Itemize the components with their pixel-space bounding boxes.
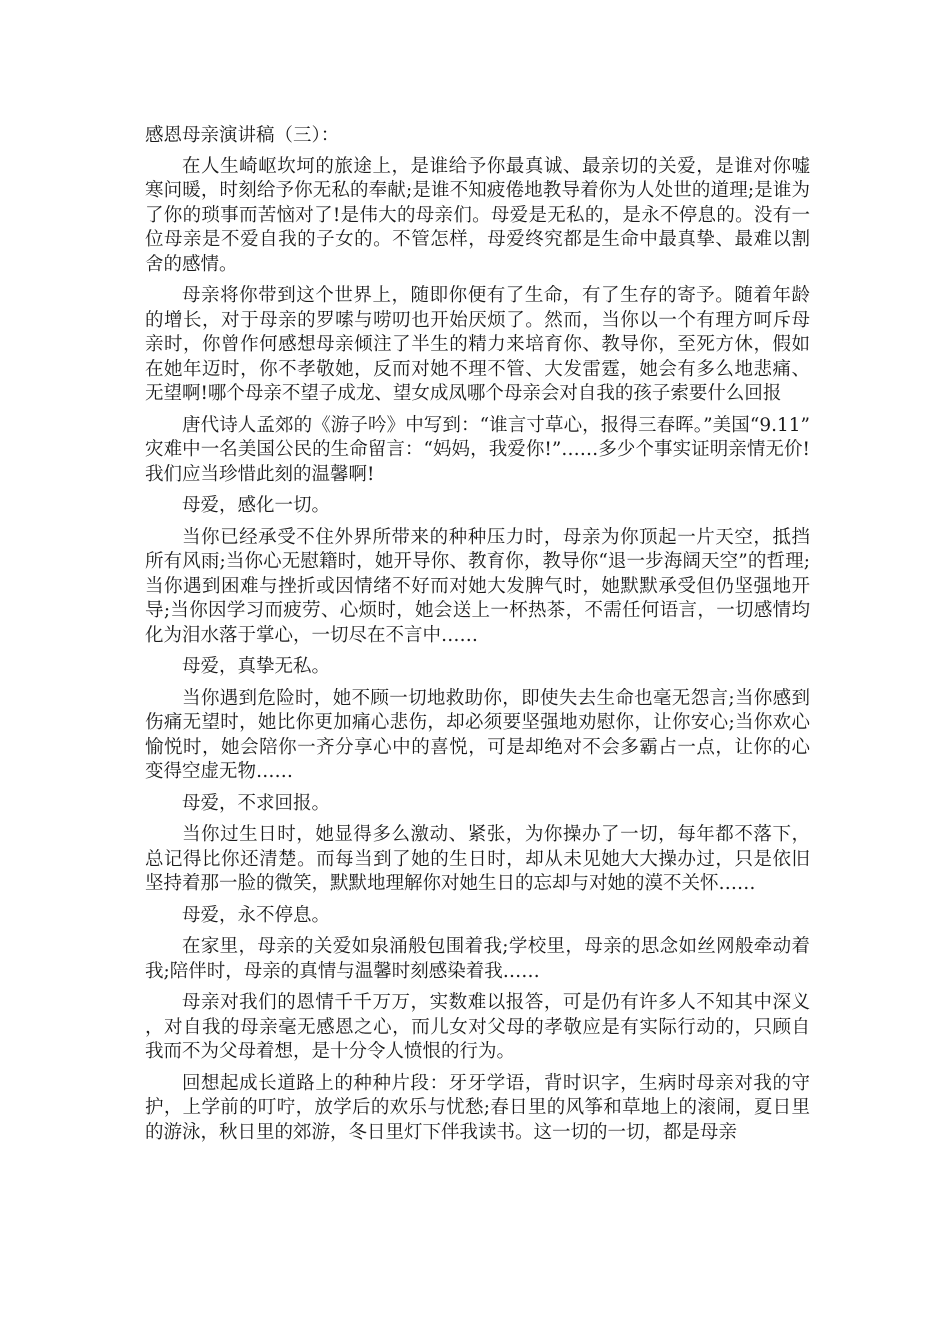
paragraph: 在家里，母亲的关爱如泉涌般包围着我;学校里，母亲的思念如丝网般牵动着我;陪伴时，母亲的真情与温馨时刻感染着我…… <box>145 936 810 982</box>
paragraph: 当你已经承受不住外界所带来的种种压力时，母亲为你顶起一片天空，抵挡所有风雨;当你心无慰籍时，她开导你、教育你，教导你“退一步海阔天空”的哲理;当你遇到困难与挫折或因情绪不好而对她大发脾气时，她默默承受但仍坚强地开导;当你因学习而疲劳、心烦时，她会送上一杯热茶，不需任何语言，一切感情均化为泪水落于掌心，一切尽在不言中…… <box>145 526 810 646</box>
paragraph: 当你过生日时，她显得多么激动、紧张，为你操办了一切，每年都不落下，总记得比你还清楚。而每当到了她的生日时，却从未见她大大操办过，只是依旧坚持着那一脸的微笑，默默地理解你对她生日的忘却与对她的漠不关怀…… <box>145 824 810 894</box>
paragraph: 回想起成长道路上的种种片段：牙牙学语，背时识字，生病时母亲对我的守护，上学前的叮咛，放学后的欢乐与忧愁;春日里的风筝和草地上的滚闹，夏日里的游泳，秋日里的郊游，冬日里灯下伴我读书。这一切的一切，都是母亲 <box>145 1072 810 1143</box>
section-heading: 母爱，永不停息。 <box>182 904 331 926</box>
paragraph: 母亲将你带到这个世界上，随即你便有了生命，有了生存的寄予。随着年龄的增长，对于母亲的罗嗦与唠叨也开始厌烦了。然而，当你以一个有理方呵斥母亲时，你曾作何感想母亲倾注了半生的精力来培育你、教导你，至死方休，假如在她年迈时，你不孝敬她，反而对她不理不管、大发雷霆，她会有多么地悲痛、无望啊!哪个母亲不望子成龙、望女成凤哪个母亲会对自我的孩子索要什么回报 <box>145 285 810 404</box>
section-heading: 母爱，真挚无私。 <box>182 656 331 677</box>
document-body <box>145 124 810 1152</box>
paragraph: 当你遇到危险时，她不顾一切地救助你，即使失去生命也毫无怨言;当你感到伤痛无望时，她比你更加痛心悲伤，却必须要坚强地劝慰你，让你安心;当你欢心愉悦时，她会陪你一齐分享心中的喜悦，可是却绝对不会多霸占一点，让你的心变得空虚无物…… <box>145 687 810 782</box>
section-heading: 母爱，感化一切。 <box>182 495 331 516</box>
paragraph: 在人生崎岖坎坷的旅途上，是谁给予你最真诚、最亲切的关爱，是谁对你嘘寒问暖，时刻给予你无私的奉献;是谁不知疲倦地教导着你为人处世的道理;是谁为了你的琐事而苦恼对了!是伟大的母亲们。母爱是无私的，是永不停息的。没有一位母亲是不爱自我的子女的。不管怎样，母爱终究都是生命中最真挚、最难以割舍的感情。 <box>145 155 810 275</box>
section-heading: 母爱，不求回报。 <box>182 792 331 814</box>
paragraph: 唐代诗人孟郊的《游子吟》中写到：“谁言寸草心，报得三春晖。”美国“9.11”灾难中一名美国公民的生命留言：“妈妈，我爱你!”……多少个事实证明亲情无价!我们应当珍惜此刻的温馨啊! <box>145 414 810 485</box>
paragraph: 母亲对我们的恩情千千万万，实数难以报答，可是仍有许多人不知其中深义，对自我的母亲毫无感恩之心，而儿女对父母的孝敬应是有实际行动的，只顾自我而不为父母着想，是十分令人愤恨的行为。 <box>145 992 810 1062</box>
document-title: 感恩母亲演讲稿（三）： <box>145 125 340 146</box>
